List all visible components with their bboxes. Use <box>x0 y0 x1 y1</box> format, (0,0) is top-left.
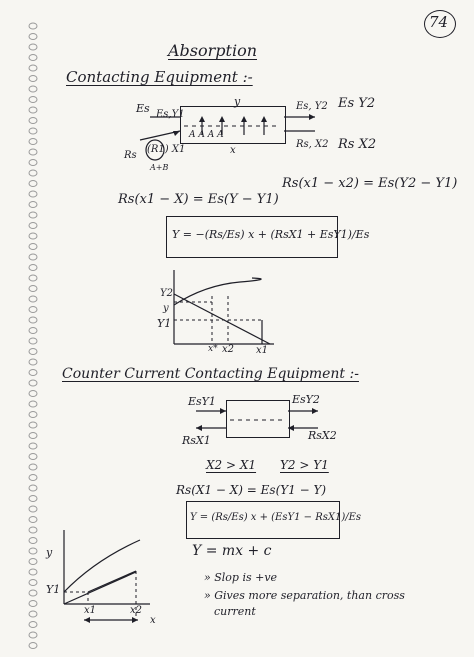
section1-eq1: Rs(x1 − X) = Es(Y − Y1) <box>118 192 279 207</box>
page-number: 74 <box>429 13 449 31</box>
section2-boxed-eq-text: Y = (Rs/Es) x + (EsY1 − RsX1)/Es <box>190 512 362 523</box>
section2-ineq2: Y2 > Y1 <box>280 458 329 472</box>
label-rs-x2-small: Rs, X2 <box>296 139 329 150</box>
cc-label-rs-x2: RsX2 <box>308 429 337 442</box>
graph1-x-star: x* <box>208 344 218 354</box>
graph2-x1: x1 <box>84 605 97 616</box>
section1-boxed-eq-text: Y = −(Rs/Es) x + (RsX1 + EsY1)/Es <box>172 228 370 241</box>
label-r1-x1: (R1) X1 <box>147 144 186 155</box>
section1-eq2: Rs(x1 − x2) = Es(Y2 − Y1) <box>282 176 458 191</box>
cc-label-es-y1: EsY1 <box>188 395 216 408</box>
label-a-marks: A A A A <box>189 130 224 140</box>
section2-eq1: Rs(X1 − X) = Es(Y1 − Y) <box>176 483 327 497</box>
cc-label-es-y2: EsY2 <box>292 393 320 406</box>
graph1-y: y <box>163 303 169 314</box>
section2-eq-line: Y = mx + c <box>192 543 272 559</box>
label-a-plus-b: A+B <box>150 163 169 172</box>
note-2: » Gives more separation, than cross <box>204 589 405 602</box>
note-1: » Slop is +ve <box>204 571 278 584</box>
graph2-y: y <box>46 546 53 559</box>
graph1-y2: Y2 <box>160 288 173 299</box>
section2-ineq1: X2 > X1 <box>206 458 257 472</box>
cc-label-rs-x1: RsX1 <box>182 434 211 447</box>
graph1-x1: x1 <box>256 345 269 356</box>
label-rs-x2: Rs X2 <box>338 137 377 152</box>
label-es-y1: Es,Y1 <box>156 109 185 120</box>
label-x-mid: x <box>230 145 236 156</box>
graph2-x2: x2 <box>130 605 143 616</box>
label-es-y2-small: Es, Y2 <box>296 101 328 112</box>
graph2-x: x <box>150 615 156 626</box>
section2-heading: Counter Current Contacting Equipment :- <box>62 366 359 382</box>
graph1-x2: x2 <box>222 344 235 355</box>
graph2-y1: Y1 <box>46 583 61 596</box>
section1-heading: Contacting Equipment :- <box>66 68 253 86</box>
label-es-y2: Es Y2 <box>338 96 376 111</box>
label-y-top: y <box>234 95 241 108</box>
graph1-y1: Y1 <box>157 317 172 330</box>
page-title: Absorption <box>168 41 258 60</box>
label-rs-left: Rs <box>124 150 137 161</box>
note-3: current <box>214 605 256 618</box>
label-es-left: Es <box>136 102 150 115</box>
